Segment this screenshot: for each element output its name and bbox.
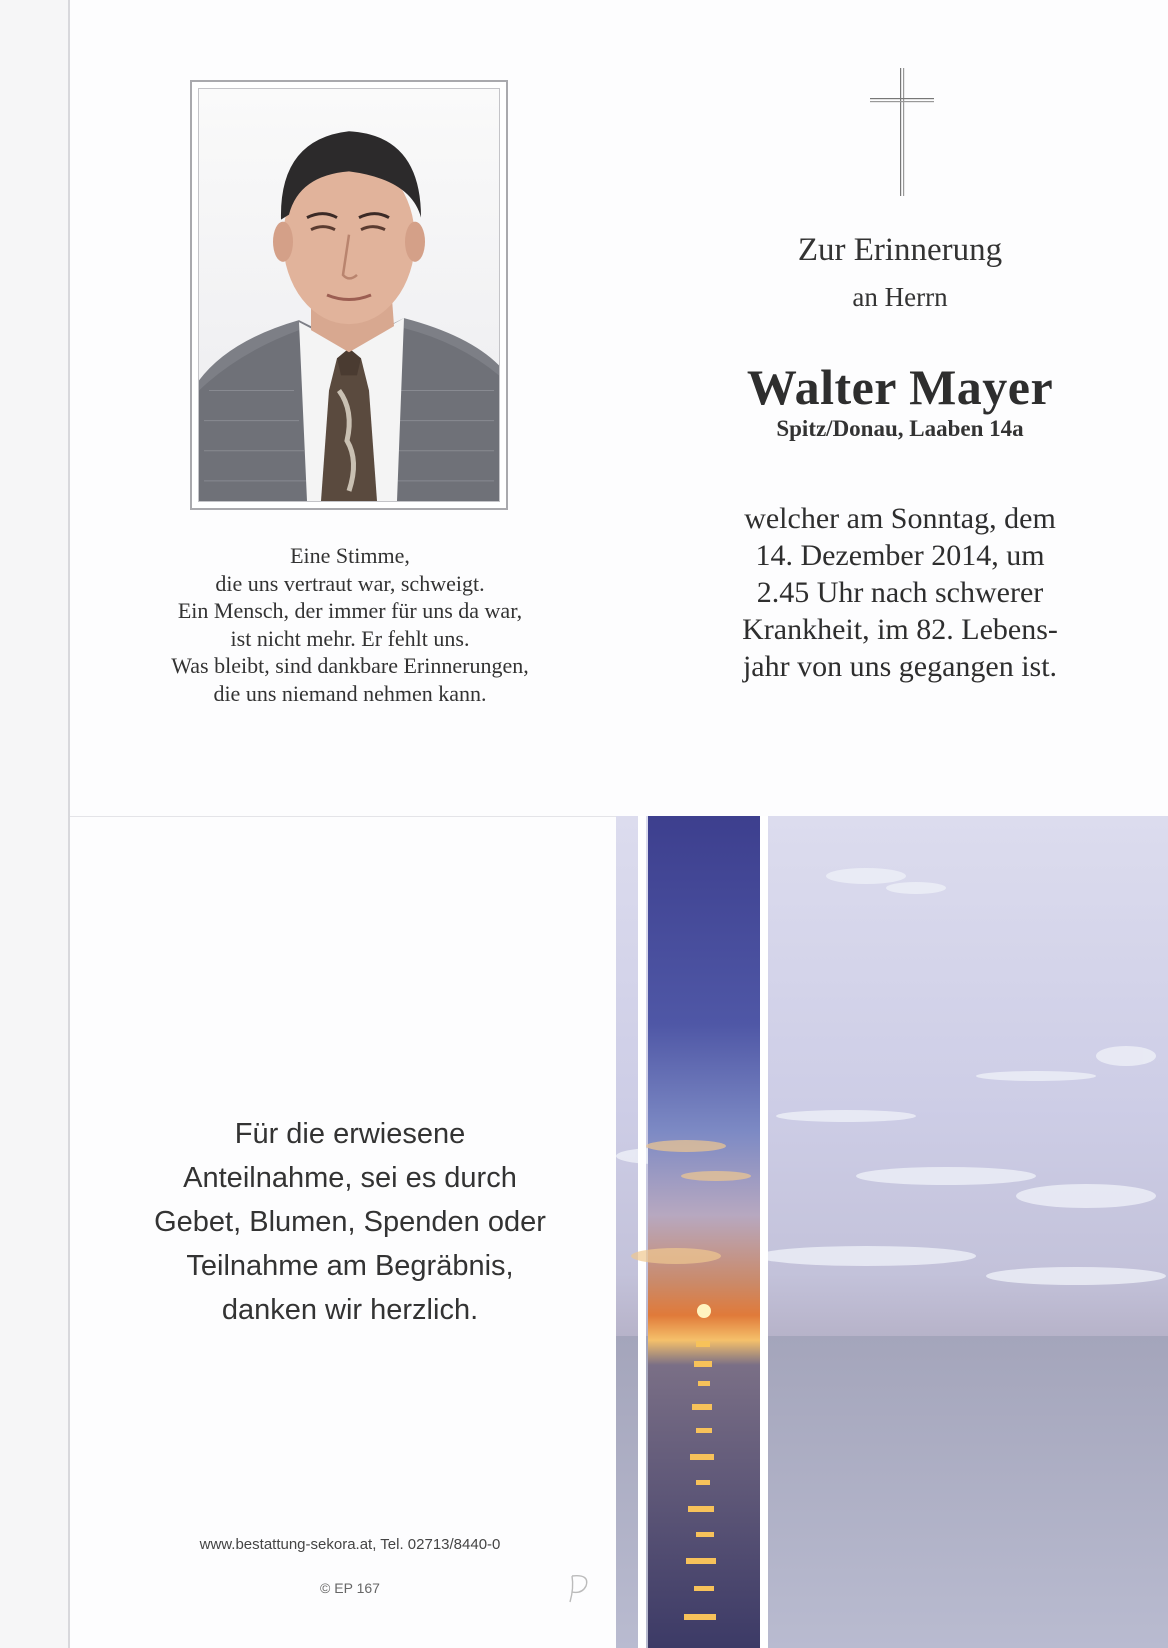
poem-line: die uns niemand nehmen kann.	[213, 680, 487, 706]
thanks-line: danken wir herzlich.	[221, 1294, 479, 1326]
cross-icon	[870, 68, 934, 196]
thanks-line: Teilnahme am Begräbnis,	[186, 1250, 514, 1282]
poem-line: Eine Stimme,	[290, 543, 410, 568]
deceased-address: Spitz/Donau, Laaben 14a	[776, 416, 1024, 441]
portrait-photo	[198, 88, 500, 502]
death-notice	[690, 500, 1110, 685]
memorial-subtitle: an Herrn	[852, 282, 948, 312]
death-notice-line: 2.45 Uhr nach schwerer	[756, 576, 1044, 609]
memorial-title: Zur Erinnerung	[797, 232, 1003, 268]
thanks-message	[130, 1112, 570, 1332]
signature-mark-icon	[564, 1568, 594, 1608]
death-notice-line: welcher am Sonntag, dem	[744, 502, 1056, 535]
poem-line: Was bleibt, sind dankbare Erinnerungen,	[171, 653, 529, 678]
thanks-line: Anteilnahme, sei es durch	[183, 1162, 517, 1194]
death-notice-line: jahr von uns gegangen ist.	[742, 650, 1058, 683]
funeral-home-contact: www.bestattung-sekora.at, Tel. 02713/8440-0	[199, 1536, 501, 1553]
copyright-code: © EP 167	[320, 1580, 380, 1596]
death-notice-line: Krankheit, im 82. Lebens-	[742, 613, 1058, 646]
thanks-line: Für die erwiesene	[234, 1118, 466, 1150]
thanks-line: Gebet, Blumen, Spenden oder	[154, 1206, 546, 1238]
portrait-frame	[190, 80, 508, 510]
sunset-sea-image	[616, 816, 1168, 1648]
poem	[130, 542, 570, 707]
poem-line: Ein Mensch, der immer für uns da war,	[177, 598, 523, 623]
poem-line: ist nicht mehr. Er fehlt uns.	[230, 625, 470, 651]
death-notice-line: 14. Dezember 2014, um	[755, 539, 1045, 572]
poem-line: die uns vertraut war, schweigt.	[215, 570, 485, 596]
deceased-name: Walter Mayer	[746, 359, 1054, 415]
